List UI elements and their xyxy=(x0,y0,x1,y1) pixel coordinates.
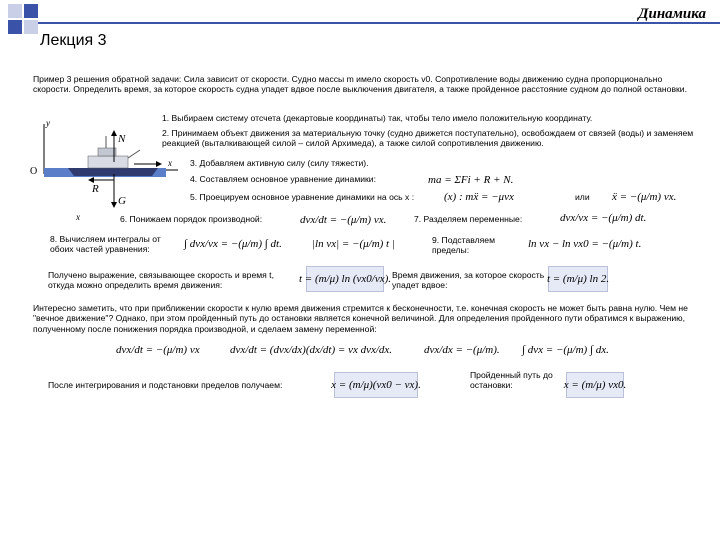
formula-12a: dvx/dt = −(μ/m) vx xyxy=(116,344,200,356)
header-rule xyxy=(38,22,720,24)
step-8: 8. Вычисляем интегралы от обоих частей уравнения: xyxy=(50,234,161,255)
formula-9: ln vx − ln vx0 = −(μ/m) t. xyxy=(528,238,642,250)
force-g-label: G xyxy=(118,195,126,207)
step-1: 1. Выбираем систему отсчета (декартовые координаты) так, чтобы тело имело положительную координату. xyxy=(162,113,593,123)
formula-5a: (x) : mẍ = −μvx xyxy=(444,191,514,203)
formula-6: dvx/dt = −(μ/m) vx. xyxy=(300,214,387,226)
formula-12c: dvx/dx = −(μ/m). xyxy=(424,344,500,356)
formula-7: dvx/vx = −(μ/m) dt. xyxy=(560,212,647,224)
deco-square xyxy=(8,20,22,34)
deco-square xyxy=(24,20,38,34)
step-5: 5. Проецируем основное уравнение динамики на ось x : xyxy=(190,192,415,202)
formula-12b: dvx/dt = (dvx/dx)(dx/dt) = vx dvx/dx. xyxy=(230,344,393,356)
below-x-label: x xyxy=(76,212,80,222)
force-n-label: N xyxy=(118,133,126,145)
step-7: 7. Разделяем переменные: xyxy=(414,214,523,224)
step-5-or: или xyxy=(575,192,590,202)
deco-square xyxy=(8,4,22,18)
step-9: 9. Подставляем пределы: xyxy=(432,235,495,256)
step-4: 4. Составляем основное уравнение динамики: xyxy=(190,174,376,184)
step-3: 3. Добавляем активную силу (силу тяжести). xyxy=(190,158,369,168)
formula-5b: ẍ = −(μ/m) vx. xyxy=(612,191,677,203)
intro-text: Пример 3 решения обратной задачи: Сила зависит от скорости. Судно массы m имело скорость v0. Сопротивление воды движению судна пропорционально скорости. Определить время, за которое скорость судна упадет вдвое после выключения двигателя, а также пройденное расстояние судном до полной остановки. xyxy=(33,74,687,95)
formula-12d: ∫ dvx = −(μ/m) ∫ dx. xyxy=(522,344,609,356)
step-6: 6. Понижаем порядок производной: xyxy=(120,214,263,224)
deco-square xyxy=(24,4,38,18)
ship-icon xyxy=(68,136,158,176)
formula-distance-box: x = (m/μ) vx0. xyxy=(566,372,624,398)
result-half-text: Время движения, за которое скорость упадет вдвое: xyxy=(392,270,545,291)
force-r-label: R xyxy=(92,183,99,195)
formula-8b: |ln vx| = −(μ/m) t | xyxy=(312,238,395,250)
after-integration-text: После интегрирования и подстановки пределов получаем: xyxy=(48,380,283,390)
lecture-label: Лекция 3 xyxy=(40,32,107,49)
page-title: Динамика xyxy=(638,6,706,22)
formula-4: ma = ΣFi + R + N. xyxy=(428,174,514,186)
formula-time-box: t = (m/μ) ln (vx0/vx). xyxy=(306,266,384,292)
result-time-text: Получено выражение, связывающее скорость и время t, откуда можно определить время движения: xyxy=(48,270,274,291)
formula-path-box: x = (m/μ)(vx0 − vx). xyxy=(334,372,418,398)
distance-text: Пройденный путь до остановки: xyxy=(470,370,553,391)
axis-y-label: y xyxy=(46,118,50,128)
step-2: 2. Принимаем объект движения за материальную точку (судно движется поступательно), освобождаем от связей (воды) и заменяем реакцией (выталкивающей силой – силой Архимеда), а также силой сопротивления движению. xyxy=(162,128,694,149)
formula-half-box: t = (m/μ) ln 2. xyxy=(548,266,608,292)
origin-label: O xyxy=(30,166,38,177)
note-text: Интересно заметить, что при приближении скорости к нулю время движения стремится к бесконечности, т.е. конечная скорость не может быть равна нулю. Чем не "вечное движение"? Однако, при этом пройденный путь до остановки является конечной величиной. Для определения пройденного пути обратимся к выражению, полученному после понижения порядка производной, и сделаем замену переменной: xyxy=(33,303,688,334)
axis-x-label: x xyxy=(168,158,172,168)
formula-8: ∫ dvx/vx = −(μ/m) ∫ dt. xyxy=(184,238,282,250)
